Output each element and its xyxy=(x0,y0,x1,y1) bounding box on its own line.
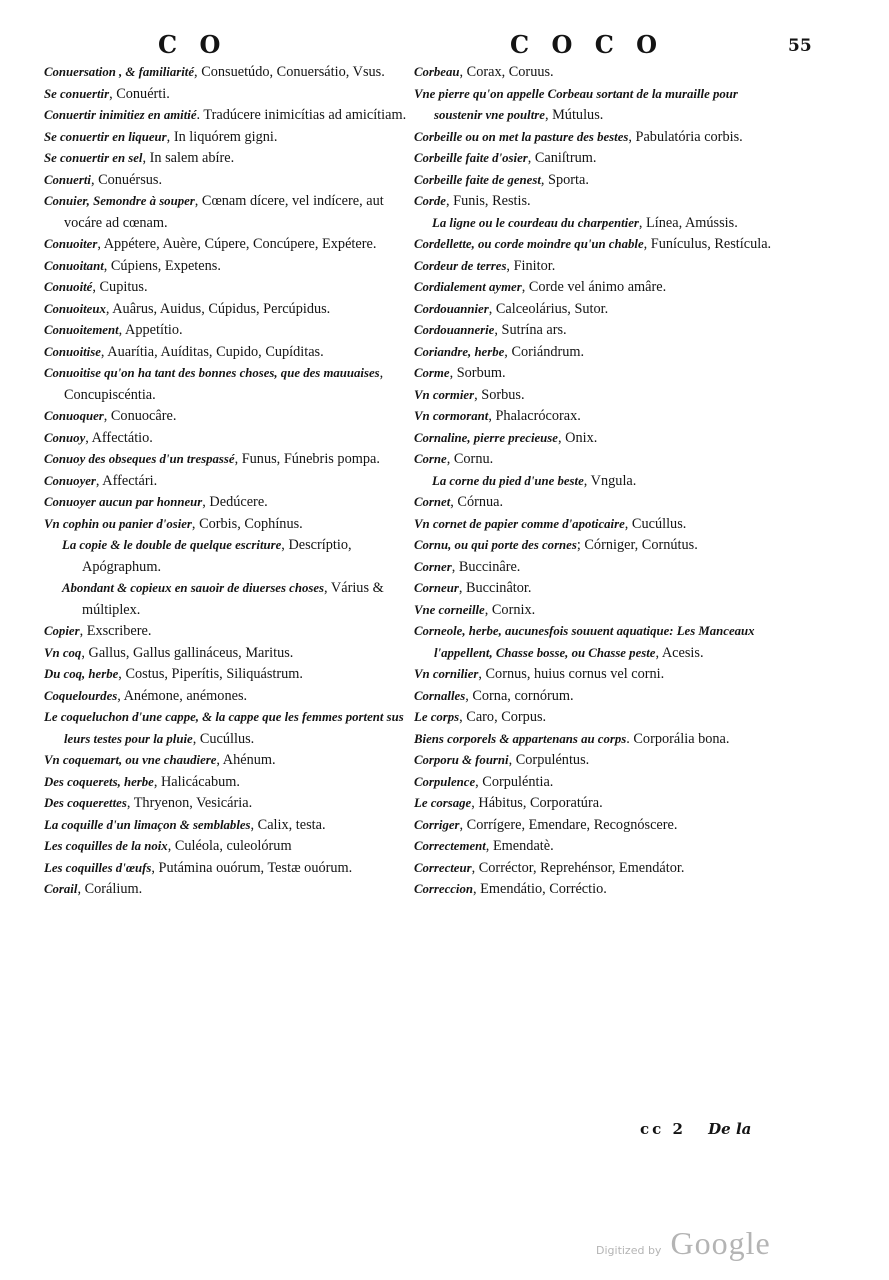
dictionary-entry xyxy=(414,492,774,514)
french-headword: Conuoité xyxy=(44,280,93,294)
french-headword: Le corps xyxy=(414,710,460,724)
dictionary-entry xyxy=(44,750,414,772)
latin-equivalent: , Buccinâtor. xyxy=(458,580,532,596)
dictionary-entry xyxy=(414,299,774,321)
french-headword: Des coquerettes xyxy=(44,796,127,810)
digitized-by-text: Digitized by xyxy=(596,1244,662,1257)
right-column xyxy=(414,62,774,901)
french-headword: Corne xyxy=(414,452,447,466)
latin-equivalent: , Cornix. xyxy=(484,601,536,618)
french-headword: Copier xyxy=(44,624,80,638)
dictionary-entry xyxy=(44,428,414,450)
latin-equivalent: , Cornu. xyxy=(446,451,494,467)
latin-equivalent: , Sporta. xyxy=(540,171,589,188)
french-headword: Corde xyxy=(414,194,446,208)
dictionary-entry xyxy=(414,621,774,664)
french-headword: Les coquilles de la noix xyxy=(44,839,168,853)
latin-equivalent: , Auârus, Auidus, Cúpidus, Percúpidus. xyxy=(105,300,331,317)
dictionary-entry xyxy=(414,191,774,213)
dictionary-entry xyxy=(432,471,774,493)
french-headword: Conuerti xyxy=(44,172,91,187)
dictionary-entry xyxy=(414,879,774,901)
catchword: De la xyxy=(708,1120,752,1138)
latin-equivalent: , Cucúllus. xyxy=(192,730,255,747)
latin-equivalent: , Funis, Restis. xyxy=(446,193,531,209)
french-headword: Cornalles xyxy=(414,688,466,703)
french-headword: Le coqueluchon d'une cappe, & la cappe que les femmes portent sus leurs testes pour la pluie xyxy=(44,710,404,746)
french-headword: Vne corneille xyxy=(414,602,485,617)
latin-equivalent: , Onix. xyxy=(557,429,598,446)
dictionary-entry xyxy=(414,62,774,84)
dictionary-entry xyxy=(414,793,774,815)
latin-equivalent: , Appetítio. xyxy=(118,322,183,338)
dictionary-entry xyxy=(44,191,414,234)
french-headword: Se conuertir xyxy=(44,86,110,101)
latin-equivalent: , Várius & múltiplex. xyxy=(82,580,384,618)
french-headword: Le corsage xyxy=(414,796,472,810)
latin-equivalent: , Córnua. xyxy=(450,494,504,510)
dictionary-entry xyxy=(414,84,774,127)
french-headword: Vn cornilier xyxy=(414,667,479,681)
dictionary-entry xyxy=(44,84,414,106)
french-headword: Cornu, ou qui porte des cornes xyxy=(414,538,577,552)
latin-equivalent: , Conuocâre. xyxy=(103,408,177,424)
french-headword: Conuoiter xyxy=(44,237,98,251)
dictionary-entry xyxy=(414,170,774,192)
french-headword: La ligne ou le courdeau du charpentier xyxy=(432,215,639,230)
dictionary-entry xyxy=(44,772,414,794)
dictionary-entry xyxy=(414,729,774,751)
french-headword: Conuoyer xyxy=(44,473,96,488)
dictionary-entry xyxy=(414,557,774,579)
french-headword: Conuoy des obseques d'un trespassé xyxy=(44,452,235,466)
french-headword: Corneole, herbe, aucunesfois souuent aquatique: Les Manceaux l'appellent, Chasse bosse, ou Chasse peste xyxy=(414,624,755,660)
header-left: C O xyxy=(158,30,228,59)
latin-equivalent: , Cornus, huius cornus vel corni. xyxy=(478,666,665,682)
french-headword: Corme xyxy=(414,366,450,380)
dictionary-entry xyxy=(414,363,774,385)
french-headword: Correcteur xyxy=(414,860,472,875)
french-headword: La coquille d'un limaçon & semblables xyxy=(44,817,251,832)
dictionary-entry xyxy=(414,686,774,708)
french-headword: Cordouannier xyxy=(414,301,489,316)
dictionary-entry xyxy=(44,686,414,708)
french-headword: Corbeille faite d'osier xyxy=(414,151,528,165)
dictionary-entry xyxy=(44,815,414,837)
latin-equivalent: , In salem abíre. xyxy=(142,150,235,166)
dictionary-entry xyxy=(414,234,774,256)
french-headword: La corne du pied d'une beste xyxy=(432,473,584,488)
latin-equivalent: , Emendatè. xyxy=(485,838,554,854)
latin-equivalent: , Conuérsus. xyxy=(90,171,163,188)
french-headword: Correccion xyxy=(414,882,474,896)
google-logo: Google xyxy=(670,1225,771,1261)
french-headword: Conuoitement xyxy=(44,323,119,337)
dictionary-entry xyxy=(414,428,774,450)
french-headword: Corner xyxy=(414,559,452,574)
latin-equivalent: , Sutrína ars. xyxy=(494,322,567,338)
french-headword: Coquelourdes xyxy=(44,688,118,703)
french-headword: Vn cormorant xyxy=(414,409,489,423)
page-footer xyxy=(640,1120,751,1138)
french-headword: Conuoitise qu'on ha tant des bonnes choses, que des mauuaises xyxy=(44,366,380,380)
dictionary-entry xyxy=(414,342,774,364)
french-headword: Conuoy xyxy=(44,430,86,445)
french-headword: Corbeille faite de genest xyxy=(414,172,541,187)
dictionary-entry xyxy=(62,578,414,621)
latin-equivalent: , Pabulatória corbis. xyxy=(628,128,743,145)
latin-equivalent: , Corpuléntia. xyxy=(475,773,554,790)
french-headword: Vn cornet de papier comme d'apoticaire xyxy=(414,516,625,531)
latin-equivalent: , Corálium. xyxy=(77,881,143,897)
latin-equivalent: , Cucúllus. xyxy=(624,515,687,532)
digitized-watermark xyxy=(596,1225,771,1262)
french-headword: Conuoyer aucun par honneur xyxy=(44,495,203,509)
french-headword: Vn coquemart, ou vne chaudiere xyxy=(44,753,217,767)
dictionary-entry xyxy=(44,256,414,278)
dictionary-entry xyxy=(414,600,774,622)
dictionary-entry xyxy=(44,471,414,493)
dictionary-entry xyxy=(44,879,414,901)
latin-equivalent: , Appétere, Auère, Cúpere, Concúpere, Expétere. xyxy=(97,236,377,252)
dictionary-entry xyxy=(414,148,774,170)
french-headword: Correctement xyxy=(414,839,486,853)
latin-equivalent: , Dedúcere. xyxy=(202,494,268,510)
french-headword: Conuertir inimitiez en amitié xyxy=(44,108,197,122)
latin-equivalent: , Corde vel ánimo amâre. xyxy=(521,279,667,295)
dictionary-entry xyxy=(414,836,774,858)
latin-equivalent: , Affectátio. xyxy=(85,429,153,446)
latin-equivalent: , Concupiscéntia. xyxy=(64,365,384,403)
latin-equivalent: , In liquórem gigni. xyxy=(166,128,278,145)
latin-equivalent: , Corpuléntus. xyxy=(508,752,590,768)
dictionary-entry xyxy=(414,449,774,471)
french-headword: Corriger xyxy=(414,817,460,832)
latin-equivalent: , Culéola, culeolórum xyxy=(167,838,292,854)
latin-equivalent: , Calix, testa. xyxy=(250,816,326,833)
french-headword: Se conuertir en sel xyxy=(44,151,143,165)
latin-equivalent: , Corbis, Cophínus. xyxy=(191,515,303,532)
latin-equivalent: , Coriándrum. xyxy=(504,343,585,360)
dictionary-entry xyxy=(44,514,414,536)
french-headword: Conuier, Semondre à souper xyxy=(44,194,195,208)
latin-equivalent: ; Córniger, Cornútus. xyxy=(576,537,698,553)
latin-equivalent: , Funículus, Restícula. xyxy=(643,236,772,252)
french-headword: Corporu & fourni xyxy=(414,753,509,767)
french-headword: Vn cormier xyxy=(414,387,475,402)
french-headword: Conuersation , & familiarité xyxy=(44,65,195,79)
dictionary-entry xyxy=(414,664,774,686)
dictionary-entry xyxy=(44,664,414,686)
french-headword: Vne pierre qu'on appelle Corbeau sortant de la muraille pour soustenir vne poultre xyxy=(414,86,738,122)
dictionary-entry xyxy=(432,213,774,235)
dictionary-entry xyxy=(44,793,414,815)
french-headword: La copie & le double de quelque escriture xyxy=(62,538,282,552)
latin-equivalent: , Vngula. xyxy=(583,472,637,489)
dictionary-entry xyxy=(44,127,414,149)
header-right: C O C O xyxy=(510,30,665,59)
dictionary-entry xyxy=(44,836,414,858)
dictionary-entry xyxy=(414,256,774,278)
french-headword: Corpulence xyxy=(414,774,476,789)
french-headword: Corbeau xyxy=(414,65,460,79)
french-headword: Cordouannerie xyxy=(414,323,495,337)
latin-equivalent: , Halicácabum. xyxy=(153,773,240,790)
dictionary-entry xyxy=(44,170,414,192)
latin-equivalent: , Buccinâre. xyxy=(451,558,521,575)
running-header xyxy=(40,30,860,64)
dictionary-entry xyxy=(44,105,414,127)
french-headword: Du coq, herbe xyxy=(44,667,119,681)
french-headword: Cordialement aymer xyxy=(414,280,522,294)
french-headword: Corneur xyxy=(414,581,459,595)
latin-equivalent: , Anémone, anémones. xyxy=(117,687,248,704)
dictionary-entry xyxy=(44,707,414,750)
dictionary-entry xyxy=(414,815,774,837)
latin-equivalent: , Auarítia, Auíditas, Cupido, Cupíditas. xyxy=(100,343,324,360)
dictionary-entry xyxy=(44,449,414,471)
dictionary-entry xyxy=(414,514,774,536)
latin-equivalent: , Sorbum. xyxy=(449,365,506,381)
latin-equivalent: , Cúpiens, Expetens. xyxy=(103,257,221,274)
french-headword: Vn cophin ou panier d'osier xyxy=(44,516,192,531)
dictionary-entry xyxy=(44,320,414,342)
latin-equivalent: , Cœnam dícere, vel indícere, aut vocáre ad cœnam. xyxy=(64,193,384,231)
dictionary-entry xyxy=(414,406,774,428)
latin-equivalent: , Sorbus. xyxy=(474,386,525,403)
dictionary-entry xyxy=(44,406,414,428)
dictionary-entry xyxy=(414,320,774,342)
dictionary-entry xyxy=(414,535,774,557)
latin-equivalent: , Finitor. xyxy=(506,257,556,274)
french-headword: Conuoitant xyxy=(44,258,104,273)
french-headword: Conuoquer xyxy=(44,409,104,423)
french-headword: Des coquerets, herbe xyxy=(44,774,154,789)
dictionary-entry xyxy=(44,342,414,364)
dictionary-entry xyxy=(44,643,414,665)
french-headword: Coriandre, herbe xyxy=(414,344,505,359)
latin-equivalent: , Descríptio, Apógraphum. xyxy=(82,537,352,575)
latin-equivalent: , Corréctor, Reprehénsor, Emendátor. xyxy=(471,859,685,876)
dictionary-entry xyxy=(44,492,414,514)
latin-equivalent: , Gallus, Gallus gallináceus, Maritus. xyxy=(81,644,294,661)
latin-equivalent: , Emendátio, Corréctio. xyxy=(473,881,607,897)
latin-equivalent: , Conuérti. xyxy=(109,85,170,102)
latin-equivalent: , Caro, Corpus. xyxy=(459,709,547,725)
dictionary-entry xyxy=(414,858,774,880)
latin-equivalent: , Thryenon, Vesicária. xyxy=(126,795,253,811)
dictionary-entry xyxy=(44,148,414,170)
dictionary-entry xyxy=(414,127,774,149)
left-column xyxy=(44,62,414,901)
french-headword: Abondant & copieux en sauoir de diuerses choses xyxy=(62,581,325,595)
french-headword: Corail xyxy=(44,882,78,896)
dictionary-entry xyxy=(414,385,774,407)
dictionary-entry xyxy=(44,299,414,321)
latin-equivalent: , Costus, Piperítis, Siliquástrum. xyxy=(118,666,303,682)
dictionary-entry xyxy=(414,707,774,729)
latin-equivalent: . Corporália bona. xyxy=(626,730,730,747)
french-headword: Cornaline, pierre precieuse xyxy=(414,430,558,445)
french-headword: Cordeur de terres xyxy=(414,258,507,273)
dictionary-entry xyxy=(44,858,414,880)
french-headword: Conuoitise xyxy=(44,344,101,359)
latin-equivalent: , Cupitus. xyxy=(92,279,148,295)
latin-equivalent: , Calceolárius, Sutor. xyxy=(488,300,609,317)
dictionary-entry xyxy=(44,277,414,299)
signature-mark: cc 2 xyxy=(640,1120,686,1138)
dictionary-entry xyxy=(414,750,774,772)
dictionary-entry xyxy=(414,578,774,600)
latin-equivalent: , Hábitus, Corporatúra. xyxy=(471,795,603,811)
dictionary-entry xyxy=(44,621,414,643)
latin-equivalent: , Corna, cornórum. xyxy=(465,687,574,704)
french-headword: Conuoiteux xyxy=(44,301,106,316)
latin-equivalent: , Funus, Fúnebris pompa. xyxy=(234,451,380,467)
latin-equivalent: , Acesis. xyxy=(655,644,704,661)
latin-equivalent: , Corrígere, Emendare, Recognóscere. xyxy=(459,816,678,833)
french-headword: Corbeille ou on met la pasture des bestes xyxy=(414,129,629,144)
french-headword: Se conuertir en liqueur xyxy=(44,129,167,144)
dictionary-entry xyxy=(44,363,414,406)
dictionary-entry xyxy=(414,772,774,794)
latin-equivalent: , Ahénum. xyxy=(216,752,276,768)
dictionary-entry xyxy=(414,277,774,299)
french-headword: Les coquilles d'œufs xyxy=(44,860,152,875)
page-number: 55 xyxy=(788,36,812,56)
latin-equivalent: , Affectári. xyxy=(95,472,158,489)
latin-equivalent: , Consuetúdo, Conuersátio, Vsus. xyxy=(194,64,385,80)
latin-equivalent: , Caniſtrum. xyxy=(527,150,597,166)
dictionary-entry xyxy=(44,234,414,256)
french-headword: Cornet xyxy=(414,495,451,509)
latin-equivalent: , Corax, Coruus. xyxy=(459,64,554,80)
latin-equivalent: , Línea, Amússis. xyxy=(638,214,738,231)
latin-equivalent: , Putámina ouórum, Testæ ouórum. xyxy=(151,859,353,876)
french-headword: Biens corporels & appartenans au corps xyxy=(414,731,627,746)
latin-equivalent: . Tradúcere inimicítias ad amicítiam. xyxy=(196,107,407,123)
latin-equivalent: , Exscribere. xyxy=(79,623,152,639)
dictionary-entry xyxy=(44,62,414,84)
dictionary-entry xyxy=(62,535,414,578)
latin-equivalent: , Mútulus. xyxy=(544,107,604,123)
french-headword: Cordellette, ou corde moindre qu'un chable xyxy=(414,237,644,251)
latin-equivalent: , Phalacrócorax. xyxy=(488,408,581,424)
french-headword: Vn coq xyxy=(44,645,82,660)
